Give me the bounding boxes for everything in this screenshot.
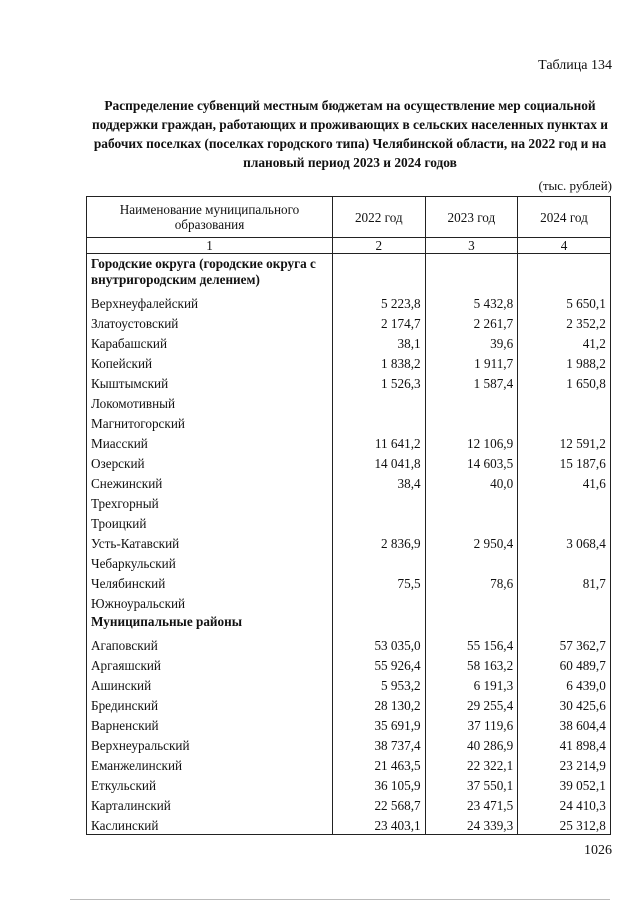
- table-row: [87, 312, 611, 332]
- amount-cell: 37 119,6: [425, 714, 518, 734]
- amount-cell: 5 650,1: [518, 292, 611, 312]
- amount-cell: 2 352,2: [518, 312, 611, 332]
- amount-cell: 30 425,6: [518, 694, 611, 714]
- table-row: [87, 694, 611, 714]
- amount-cell: [518, 552, 611, 572]
- amount-cell: 2 261,7: [425, 312, 518, 332]
- section-title: Городские округа (городские округа с внутригородским делением): [87, 254, 333, 293]
- municipality-name: Карабашский: [87, 332, 333, 352]
- amount-cell: 5 432,8: [425, 292, 518, 312]
- municipality-name: Верхнеуральский: [87, 734, 333, 754]
- table-row: [87, 814, 611, 835]
- amount-cell: 1 650,8: [518, 372, 611, 392]
- table-row: [87, 634, 611, 654]
- table-row: [87, 654, 611, 674]
- table-row: [87, 352, 611, 372]
- amount-cell: 2 174,7: [333, 312, 426, 332]
- amount-cell: [425, 552, 518, 572]
- column-header-2024: 2024 год: [518, 197, 611, 238]
- table-row: [87, 492, 611, 512]
- table-row: [87, 774, 611, 794]
- table-row: [87, 472, 611, 492]
- municipality-name: Челябинский: [87, 572, 333, 592]
- table-row: [87, 754, 611, 774]
- table-row: [87, 532, 611, 552]
- amount-cell: [333, 412, 426, 432]
- amount-cell: 41,2: [518, 332, 611, 352]
- amount-cell: [518, 392, 611, 412]
- amount-cell: 78,6: [425, 572, 518, 592]
- amount-cell: 1 838,2: [333, 352, 426, 372]
- table-row: [87, 412, 611, 432]
- table-row: [87, 392, 611, 412]
- amount-cell: 1 988,2: [518, 352, 611, 372]
- municipality-name: Снежинский: [87, 472, 333, 492]
- table-row: [87, 714, 611, 734]
- amount-cell: [333, 392, 426, 412]
- municipality-name: Копейский: [87, 352, 333, 372]
- amount-cell: 1 526,3: [333, 372, 426, 392]
- column-header-2023: 2023 год: [425, 197, 518, 238]
- table-row: [87, 592, 611, 612]
- amount-cell: 39,6: [425, 332, 518, 352]
- municipality-name: Магнитогорский: [87, 412, 333, 432]
- empty-cell: [333, 612, 426, 634]
- column-index: 3: [425, 238, 518, 254]
- amount-cell: 38 737,4: [333, 734, 426, 754]
- amount-cell: 11 641,2: [333, 432, 426, 452]
- units-label: (тыс. рублей): [538, 178, 612, 193]
- amount-cell: 40,0: [425, 472, 518, 492]
- municipality-name: Озерский: [87, 452, 333, 472]
- amount-cell: 38 604,4: [518, 714, 611, 734]
- amount-cell: 53 035,0: [333, 634, 426, 654]
- column-header-name: Наименование муниципального образования: [87, 197, 333, 238]
- column-header-2022: 2022 год: [333, 197, 426, 238]
- table-row: [87, 292, 611, 312]
- amount-cell: 22 568,7: [333, 794, 426, 814]
- amount-cell: 75,5: [333, 572, 426, 592]
- table-row: [87, 572, 611, 592]
- municipality-name: Златоустовский: [87, 312, 333, 332]
- amount-cell: 14 603,5: [425, 452, 518, 472]
- amount-cell: 3 068,4: [518, 532, 611, 552]
- amount-cell: 22 322,1: [425, 754, 518, 774]
- amount-cell: 38,1: [333, 332, 426, 352]
- amount-cell: [333, 552, 426, 572]
- table-row: [87, 734, 611, 754]
- municipality-name: Кыштымский: [87, 372, 333, 392]
- amount-cell: 2 950,4: [425, 532, 518, 552]
- empty-cell: [425, 612, 518, 634]
- amount-cell: [425, 492, 518, 512]
- empty-cell: [518, 612, 611, 634]
- amount-cell: 14 041,8: [333, 452, 426, 472]
- amount-cell: 24 410,3: [518, 794, 611, 814]
- amount-cell: 21 463,5: [333, 754, 426, 774]
- municipality-name: Аргаяшский: [87, 654, 333, 674]
- amount-cell: 12 106,9: [425, 432, 518, 452]
- column-index: 2: [333, 238, 426, 254]
- amount-cell: 1 911,7: [425, 352, 518, 372]
- table-row: [87, 432, 611, 452]
- section-header-row: [87, 612, 611, 634]
- municipality-name: Ашинский: [87, 674, 333, 694]
- page-number: 1026: [584, 843, 612, 858]
- empty-cell: [333, 254, 426, 293]
- municipality-name: Брединский: [87, 694, 333, 714]
- amount-cell: 5 953,2: [333, 674, 426, 694]
- amount-cell: [425, 412, 518, 432]
- amount-cell: 25 312,8: [518, 814, 611, 835]
- amount-cell: 58 163,2: [425, 654, 518, 674]
- table-row: [87, 452, 611, 472]
- amount-cell: 37 550,1: [425, 774, 518, 794]
- subsidy-table: [86, 196, 611, 835]
- amount-cell: 39 052,1: [518, 774, 611, 794]
- municipality-name: Еманжелинский: [87, 754, 333, 774]
- amount-cell: 60 489,7: [518, 654, 611, 674]
- municipality-name: Троицкий: [87, 512, 333, 532]
- column-index: 1: [87, 238, 333, 254]
- amount-cell: [425, 512, 518, 532]
- amount-cell: 35 691,9: [333, 714, 426, 734]
- footer-divider: [70, 899, 610, 900]
- amount-cell: [333, 512, 426, 532]
- municipality-name: Верхнеуфалейский: [87, 292, 333, 312]
- document-title: Распределение субвенций местным бюджетам на осуществление мер социальной поддержки граждан, работающих и проживающих в сельских населенных пунктах и рабочих поселках (поселках городского типа) Челябинской области, на 2022 год и на плановый период 2023 и 2024 годов: [92, 98, 608, 170]
- amount-cell: [425, 592, 518, 612]
- table-row: [87, 332, 611, 352]
- amount-cell: 15 187,6: [518, 452, 611, 472]
- amount-cell: 6 191,3: [425, 674, 518, 694]
- amount-cell: 5 223,8: [333, 292, 426, 312]
- municipality-name: Каслинский: [87, 814, 333, 835]
- municipality-name: Трехгорный: [87, 492, 333, 512]
- table-row: [87, 794, 611, 814]
- amount-cell: 23 471,5: [425, 794, 518, 814]
- municipality-name: Южноуральский: [87, 592, 333, 612]
- amount-cell: 29 255,4: [425, 694, 518, 714]
- amount-cell: 41,6: [518, 472, 611, 492]
- amount-cell: 6 439,0: [518, 674, 611, 694]
- amount-cell: 28 130,2: [333, 694, 426, 714]
- table-row: [87, 372, 611, 392]
- amount-cell: 2 836,9: [333, 532, 426, 552]
- amount-cell: [425, 392, 518, 412]
- amount-cell: 12 591,2: [518, 432, 611, 452]
- municipality-name: Усть-Катавский: [87, 532, 333, 552]
- amount-cell: 38,4: [333, 472, 426, 492]
- municipality-name: Чебаркульский: [87, 552, 333, 572]
- column-index-row: [87, 238, 611, 254]
- amount-cell: 24 339,3: [425, 814, 518, 835]
- municipality-name: Варненский: [87, 714, 333, 734]
- municipality-name: Карталинский: [87, 794, 333, 814]
- amount-cell: 81,7: [518, 572, 611, 592]
- amount-cell: 23 214,9: [518, 754, 611, 774]
- empty-cell: [425, 254, 518, 293]
- header-row: [87, 197, 611, 238]
- table-row: [87, 512, 611, 532]
- amount-cell: [333, 592, 426, 612]
- amount-cell: 57 362,7: [518, 634, 611, 654]
- amount-cell: 36 105,9: [333, 774, 426, 794]
- amount-cell: [518, 412, 611, 432]
- amount-cell: [518, 592, 611, 612]
- amount-cell: 55 156,4: [425, 634, 518, 654]
- municipality-name: Еткульский: [87, 774, 333, 794]
- empty-cell: [518, 254, 611, 293]
- table-label: Таблица 134: [538, 58, 612, 73]
- amount-cell: 1 587,4: [425, 372, 518, 392]
- amount-cell: 55 926,4: [333, 654, 426, 674]
- table-row: [87, 552, 611, 572]
- amount-cell: 23 403,1: [333, 814, 426, 835]
- amount-cell: [518, 512, 611, 532]
- table-body: [87, 254, 611, 835]
- table-row: [87, 674, 611, 694]
- municipality-name: Локомотивный: [87, 392, 333, 412]
- municipality-name: Агаповский: [87, 634, 333, 654]
- amount-cell: [518, 492, 611, 512]
- amount-cell: [333, 492, 426, 512]
- municipality-name: Миасский: [87, 432, 333, 452]
- column-index: 4: [518, 238, 611, 254]
- section-header-row: [87, 254, 611, 293]
- amount-cell: 40 286,9: [425, 734, 518, 754]
- amount-cell: 41 898,4: [518, 734, 611, 754]
- section-title: Муниципальные районы: [87, 612, 333, 634]
